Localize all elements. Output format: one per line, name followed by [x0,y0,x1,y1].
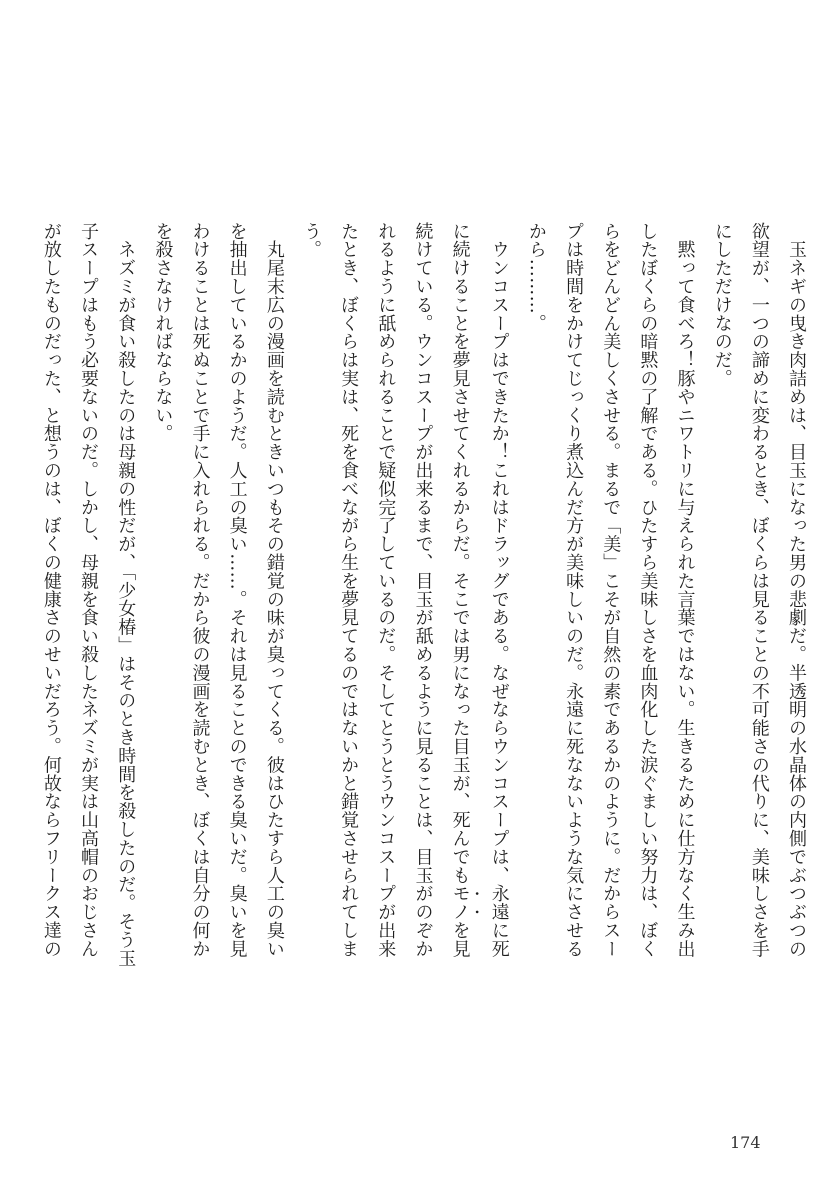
text-column: わけることは死ぬことで手に入れられる。だから彼の漫画を読むとき、ぼくは自分の何か [189,222,211,958]
text-segment: を見 [449,921,471,959]
text-column: が放したものだった、と想うのは、ぼくの健康さのせいだろう。何故ならフリークス達の [40,222,62,958]
text-column: ネズミが食い殺したのは母親の性だが、「少女椿」はそのとき時間を殺したのだ。そう玉 [115,222,137,968]
text-column: したぼくらの暗黙の了解である。ひたすら美味しさを血肉化した涙ぐましい努力は、ぼく [637,222,659,958]
body-text [33,222,815,982]
text-column: う。 [300,222,322,259]
text-column: を抽出しているかのようだ。人工の臭い……。それは見ることのできる臭いだ。臭いを見 [226,222,248,958]
page-number: 174 [730,1133,761,1152]
text-column: 玉ネギの曳き肉詰めは、目玉になった男の悲劇だ。半透明の水晶体の内側でぶつぶつの [786,222,807,958]
text-column: 欲望が、一つの諦めに変わるとき、ぼくらは見ることの不可能さの代りに、美味しさを手 [748,222,770,958]
text-column: ウンコスープはできたか！これはドラッグである。なぜならウンコスープは、永遠に死 [488,222,510,958]
text-column: 丸尾末広の漫画を読むときいつもその錯覚の味が臭ってくる。彼はひたすら人工の臭い [263,222,285,958]
text-column: れるように舐められることで疑似完了しているのだ。そしてとうとうウンコスープが出来 [375,222,397,958]
text-column: にしただけなのだ。 [711,222,733,388]
text-column: たとき、ぼくらは実は、死を食べながら生を夢見てるのではないかと錯覚させられてしま [338,222,360,958]
text-column: らをどんどん美しくさせる。まるで「美」こそが自然の素であるかのように。だからスー [600,222,622,958]
text-column: から………。 [525,222,547,333]
text-column: を殺さなければならない。 [152,222,174,443]
text-column: プは時間をかけてじっくり煮込んだ方が美味しいのだ。永遠に死なないような気にさせる [563,222,585,958]
text-column: 続けている。ウンコスープが出来るまで、目玉が舐めるように見ることは、目玉がのぞか [412,222,434,958]
text-column [441,222,480,982]
text-segment: に続けることを夢見させてくれるからだ。そこでは男になった目玉が、死んでも [449,222,471,885]
emphasized-text: モノ [449,884,471,922]
text-column: 子スープはもう必要ないのだ。しかし、母親を食い殺したネズミが実は山高帽のおじさん [78,222,100,958]
text-column: 黙って食べろ！豚やニワトリに与えられた言葉ではない。生きるために仕方なく生み出 [674,222,696,958]
